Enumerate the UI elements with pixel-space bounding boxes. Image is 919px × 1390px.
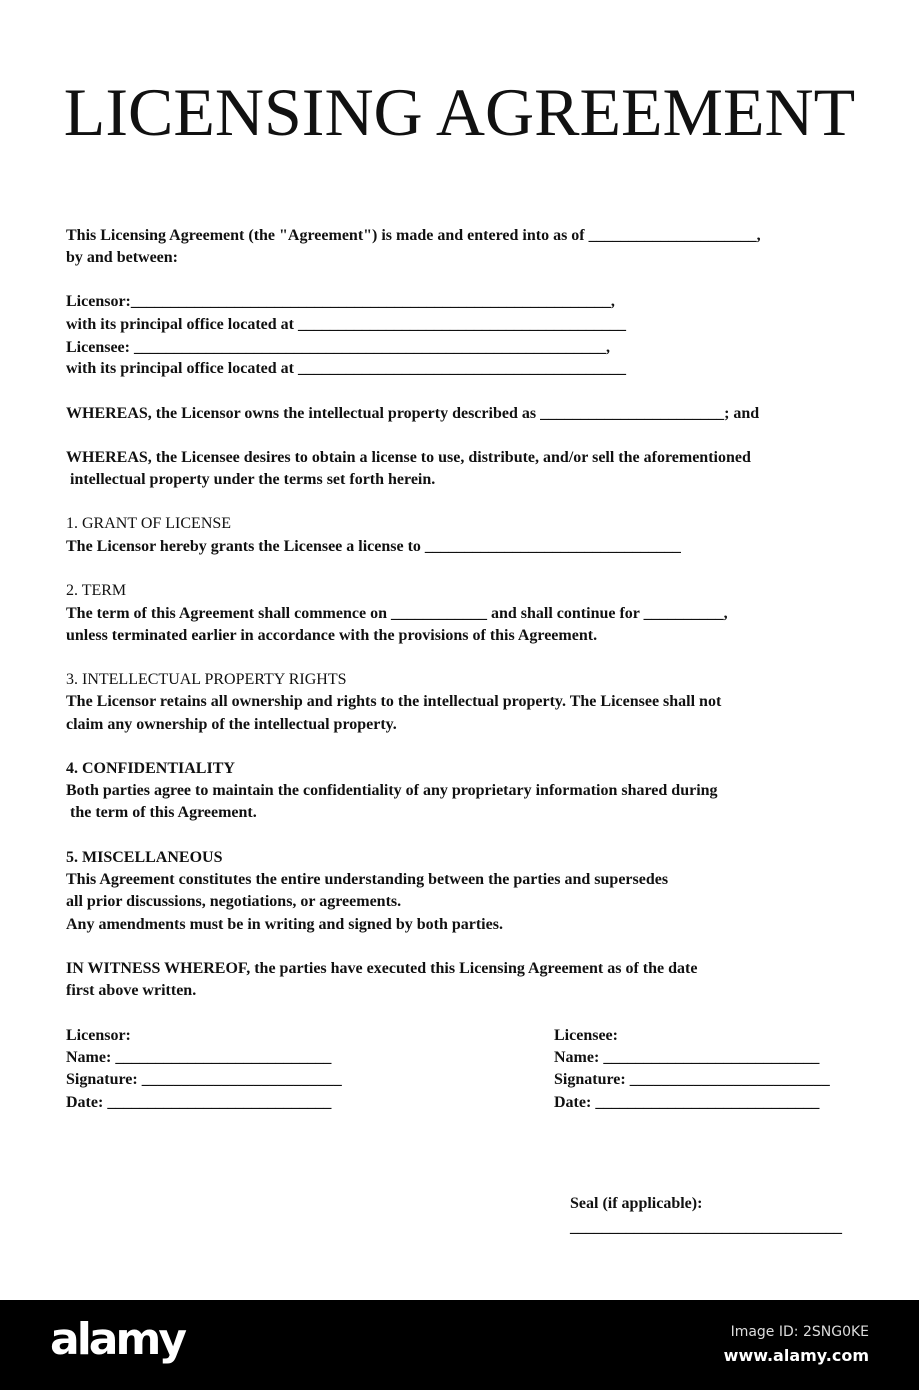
section-text: claim any ownership of the intellectual property.	[66, 716, 397, 733]
licensee-signature-field: Signature: _________________________	[554, 1071, 830, 1088]
licensee-name-field: Name: ___________________________	[554, 1049, 820, 1066]
section-heading: 2. TERM	[66, 582, 127, 599]
seal-line: __________________________________	[570, 1219, 842, 1236]
section-text: all prior discussions, negotiations, or agreements.	[66, 893, 402, 910]
section-heading: 4. CONFIDENTIALITY	[66, 760, 235, 777]
licensor-field: Licensor:____________________________________________________________,	[66, 293, 615, 310]
intro-line: This Licensing Agreement (the "Agreement") is made and entered into as of _____________________,	[66, 227, 761, 244]
section-text: The Licensor retains all ownership and rights to the intellectual property. The Licensee shall not	[66, 693, 722, 710]
seal-label: Seal (if applicable):	[570, 1195, 703, 1212]
whereas-clause: WHEREAS, the Licensee desires to obtain a license to use, distribute, and/or sell the aforementioned	[66, 449, 751, 466]
licensor-signature-field: Signature: _________________________	[66, 1071, 342, 1088]
witness-clause: IN WITNESS WHEREOF, the parties have executed this Licensing Agreement as of the date	[66, 960, 698, 977]
licensee-date-field: Date: ____________________________	[554, 1094, 820, 1111]
section-text: This Agreement constitutes the entire understanding between the parties and supersedes	[66, 871, 669, 888]
licensor-office-field: with its principal office located at _________________________________________	[66, 316, 626, 333]
section-text: Both parties agree to maintain the confidentiality of any proprietary information shared during	[66, 782, 718, 799]
licensor-name-field: Name: ___________________________	[66, 1049, 332, 1066]
section-heading: 1. GRANT OF LICENSE	[66, 515, 232, 532]
whereas-clause: WHEREAS, the Licensor owns the intellectual property described as _______________________; and	[66, 405, 760, 422]
intro-line: by and between:	[66, 249, 179, 266]
section-heading: 5. MISCELLANEOUS	[66, 849, 223, 866]
section-text: Any amendments must be in writing and signed by both parties.	[66, 916, 503, 933]
section-heading: 3. INTELLECTUAL PROPERTY RIGHTS	[66, 671, 347, 688]
alamy-logo: alamy	[50, 1314, 184, 1365]
licensor-date-field: Date: ____________________________	[66, 1094, 332, 1111]
section-text: The Licensor hereby grants the Licensee a license to ________________________________	[66, 538, 681, 555]
section-text: the term of this Agreement.	[66, 804, 257, 821]
document-title: LICENSING AGREEMENT	[63, 74, 856, 150]
whereas-clause: intellectual property under the terms set forth herein.	[66, 471, 436, 488]
licensee-sign-label: Licensee:	[554, 1027, 618, 1044]
section-text: The term of this Agreement shall commence on ____________ and shall continue for __________,	[66, 605, 728, 622]
image-id: Image ID: 2SNG0KE	[730, 1324, 869, 1340]
section-text: unless terminated earlier in accordance with the provisions of this Agreement.	[66, 627, 598, 644]
licensee-office-field: with its principal office located at _________________________________________	[66, 360, 626, 377]
witness-clause: first above written.	[66, 982, 197, 999]
licensor-sign-label: Licensor:	[66, 1027, 131, 1044]
watermark-footer	[0, 1300, 919, 1390]
licensee-field: Licensee: ___________________________________________________________,	[66, 339, 610, 356]
site-url: www.alamy.com	[723, 1346, 869, 1365]
